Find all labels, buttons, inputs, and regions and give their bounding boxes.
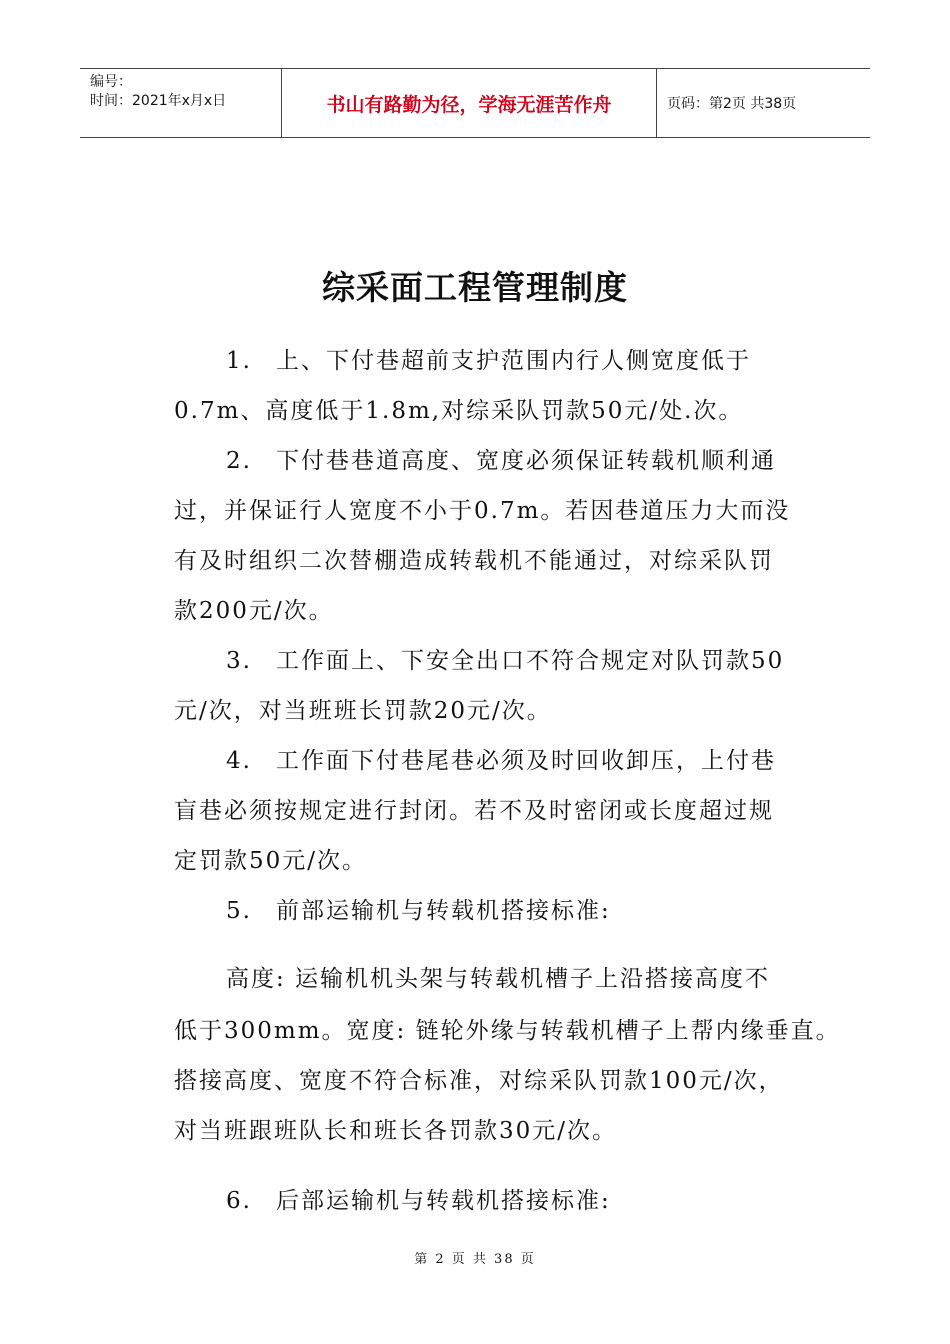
body-line: 6. 后部运输机与转载机搭接标准: — [226, 1188, 611, 1214]
body-line: 定罚款50元/次。 — [174, 848, 368, 874]
body-line: 有及时组织二次替棚造成转载机不能通过，对综采队罚 — [174, 548, 774, 574]
body-line: 搭接高度、宽度不符合标准，对综采队罚款100元/次， — [174, 1068, 784, 1094]
item-number: 5. — [226, 898, 252, 924]
body-line: 4. 工作面下付巷尾巷必须及时回收卸压，上付巷 — [226, 748, 776, 774]
body-line: 1. 上、下付巷超前支护范围内行人侧宽度低于 — [226, 348, 751, 374]
page-header — [80, 68, 870, 138]
header-motto: 书山有路勤为径，学海无涯苦作舟 — [282, 69, 657, 137]
document-title: 综采面工程管理制度 — [322, 268, 628, 307]
body-line: 2. 下付巷巷道高度、宽度必须保证转载机顺利通 — [226, 448, 776, 474]
item-number: 1. — [226, 348, 252, 374]
item-number: 4. — [226, 748, 252, 774]
page-footer: 第 2 页 共 38 页 — [414, 1252, 536, 1267]
body-line: 款200元/次。 — [174, 598, 334, 624]
body-line: 元/次，对当班班长罚款20元/次。 — [174, 698, 552, 724]
item-number: 2. — [226, 448, 252, 474]
item-number: 3. — [226, 648, 252, 674]
item-number: 6. — [226, 1188, 252, 1214]
document-number-label: 编号： — [90, 74, 132, 90]
body-line: 盲巷必须按规定进行封闭。若不及时密闭或长度超过规 — [174, 798, 774, 824]
header-meta — [80, 69, 282, 137]
body-line: 低于300mm。宽度: 链轮外缘与转载机槽子上帮内缘垂直。 — [174, 1018, 841, 1044]
body-line: 0.7m、高度低于1.8m,对综采队罚款50元/处.次。 — [174, 398, 744, 424]
body-line: 过，并保证行人宽度不小于0.7m。若因巷道压力大而没 — [174, 498, 791, 524]
header-page-info: 页码：第2页 共38页 — [667, 96, 797, 112]
body-line: 5. 前部运输机与转载机搭接标准: — [226, 898, 611, 924]
body-line: 高度: 运输机机头架与转载机槽子上沿搭接高度不 — [226, 966, 771, 992]
document-time-label: 时间：2021年x月x日 — [90, 93, 227, 109]
body-line: 3. 工作面上、下安全出口不符合规定对队罚款50 — [226, 648, 785, 674]
body-line: 对当班跟班队长和班长各罚款30元/次。 — [174, 1118, 618, 1144]
